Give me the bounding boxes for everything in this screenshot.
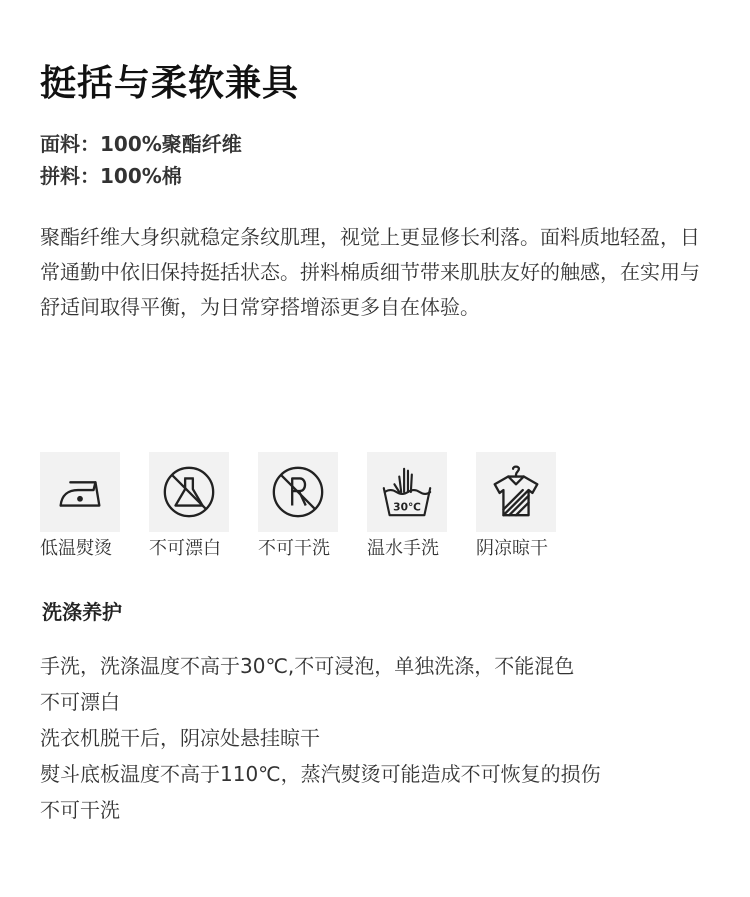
material-trim-fabric: 拼料：100%棉 [40, 164, 182, 188]
low-iron-icon-box [40, 452, 120, 532]
care-icon-item [258, 452, 338, 562]
low-iron-icon [51, 463, 109, 521]
no-dry-clean-icon [269, 463, 327, 521]
care-instruction: 洗衣机脱干后，阴凉处悬挂晾干 [40, 726, 320, 750]
product-description: 聚酯纤维大身织就稳定条纹肌理，视觉上更显修长利落。面料质地轻盈，日常通勤中依旧保持挺括状态。拼料棉质细节带来肌肤友好的触感，在实用与舒适间取得平衡，为日常穿搭增添更多自在体验。 [40, 225, 700, 319]
care-instruction: 熨斗底板温度不高于110℃，蒸汽熨烫可能造成不可恢复的损伤 [40, 762, 601, 786]
care-icon-item [149, 452, 229, 562]
line-dry-shade-icon [487, 463, 545, 521]
materials-list [40, 128, 242, 192]
no-dry-clean-label: 不可干洗 [258, 538, 330, 559]
care-icon-item [476, 452, 556, 562]
care-section-title: 洗涤养护 [42, 600, 122, 624]
line-dry-label: 阴凉晾干 [476, 538, 548, 559]
care-instructions-list [40, 648, 601, 828]
hand-wash-label: 温水手洗 [367, 538, 439, 559]
care-instruction: 手洗，洗涤温度不高于30℃,不可浸泡，单独洗涤，不能混色 [40, 654, 575, 678]
hand-wash-icon-box [367, 452, 447, 532]
care-icons-row [40, 452, 556, 562]
line-dry-icon-box [476, 452, 556, 532]
care-instruction: 不可干洗 [40, 798, 120, 822]
care-icon-item [40, 452, 120, 562]
no-bleach-icon [160, 463, 218, 521]
no-bleach-label: 不可漂白 [149, 538, 221, 559]
care-instruction: 不可漂白 [40, 690, 120, 714]
no-dry-clean-icon-box [258, 452, 338, 532]
no-bleach-icon-box [149, 452, 229, 532]
page-title: 挺括与柔软兼具 [40, 63, 300, 104]
low-iron-label: 低温熨烫 [40, 538, 112, 559]
svg-text:30℃: 30℃ [393, 500, 421, 514]
care-icon-item [367, 452, 447, 562]
material-main-fabric: 面料：100%聚酯纤维 [40, 132, 242, 156]
hand-wash-30-icon [378, 463, 436, 521]
